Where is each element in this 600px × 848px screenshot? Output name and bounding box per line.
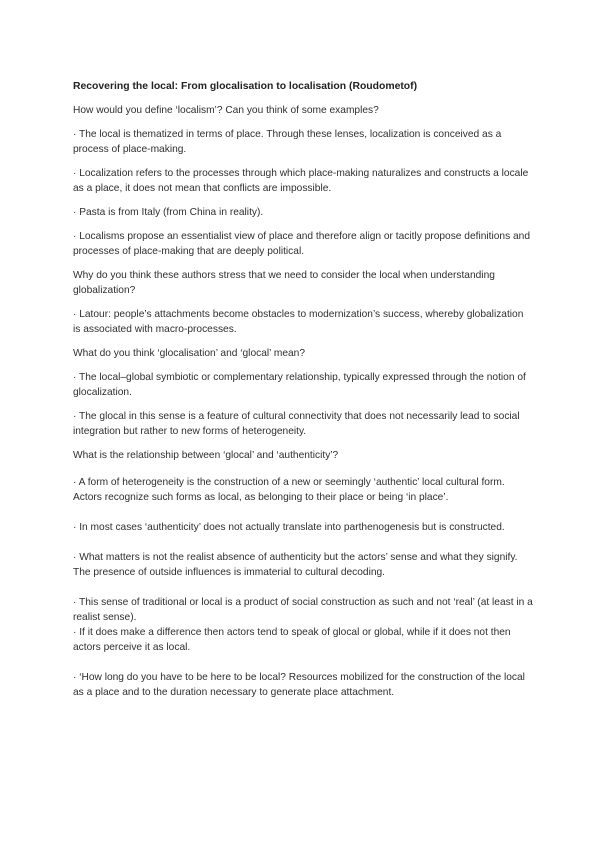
bullet-localisms-essentialist: · Localisms propose an essentialist view of place and therefore align or tacitly propose definitions and processes of place-making that are deeply political. bbox=[73, 231, 530, 257]
bullet-glocal-connectivity: · The glocal in this sense is a feature of cultural connectivity that does not necessarily lead to social integration but rather to new forms of heterogeneity. bbox=[73, 411, 520, 437]
bullet-pasta: · Pasta is from Italy (from China in reality). bbox=[73, 207, 264, 218]
bullet-social-construction: · This sense of traditional or local is a product of social construction as such and not ‘real’ (at least in a realist sense). bbox=[73, 597, 533, 623]
bullet-local-global: · The local–global symbiotic or complementary relationship, typically expressed through the notion of glocalization. bbox=[73, 372, 526, 398]
question-why-local: Why do you think these authors stress that we need to consider the local when understanding globalization? bbox=[73, 270, 495, 296]
question-glocalisation: What do you think ‘glocalisation’ and ‘glocal’ mean? bbox=[73, 348, 305, 359]
document-page bbox=[73, 79, 533, 709]
bullet-heterogeneity: · A form of heterogeneity is the construction of a new or seemingly ‘authentic’ local cultural form. Actors recognize such forms as local, as belonging to their place or being ‘in place’. bbox=[73, 477, 505, 503]
bullet-authenticity-constructed: · In most cases ‘authenticity’ does not actually translate into parthenogenesis but is constructed. bbox=[73, 522, 505, 533]
question-glocal-authenticity: What is the relationship between ‘glocal’ and ‘authenticity’? bbox=[73, 450, 339, 461]
bullet-glocal-or-global: · If it does make a difference then actors tend to speak of glocal or global, while if it does not then actors perceive it as local. bbox=[73, 627, 511, 653]
question-localism: How would you define ‘localism’? Can you think of some examples? bbox=[73, 105, 379, 116]
bullet-realist-absence: · What matters is not the realist absence of authenticity but the actors’ sense and what they signify. The presence of outside influences is immaterial to cultural decoding. bbox=[73, 552, 518, 578]
bullet-localization-processes: · Localization refers to the processes through which place-making naturalizes and constructs a locale as a place, it does not mean that conflicts are impossible. bbox=[73, 168, 529, 194]
document-title: Recovering the local: From glocalisation to localisation (Roudometof) bbox=[73, 81, 418, 92]
bullet-how-long-local: · ‘How long do you have to be here to be local? Resources mobilized for the construction of the local as a place and to the duration necessary to generate place attachment. bbox=[73, 672, 525, 698]
bullet-local-thematized: · The local is thematized in terms of place. Through these lenses, localization is conceived as a process of place-making. bbox=[73, 129, 502, 155]
bullet-latour: · Latour: people’s attachments become obstacles to modernization’s success, whereby globalization is associated with macro-processes. bbox=[73, 309, 524, 335]
